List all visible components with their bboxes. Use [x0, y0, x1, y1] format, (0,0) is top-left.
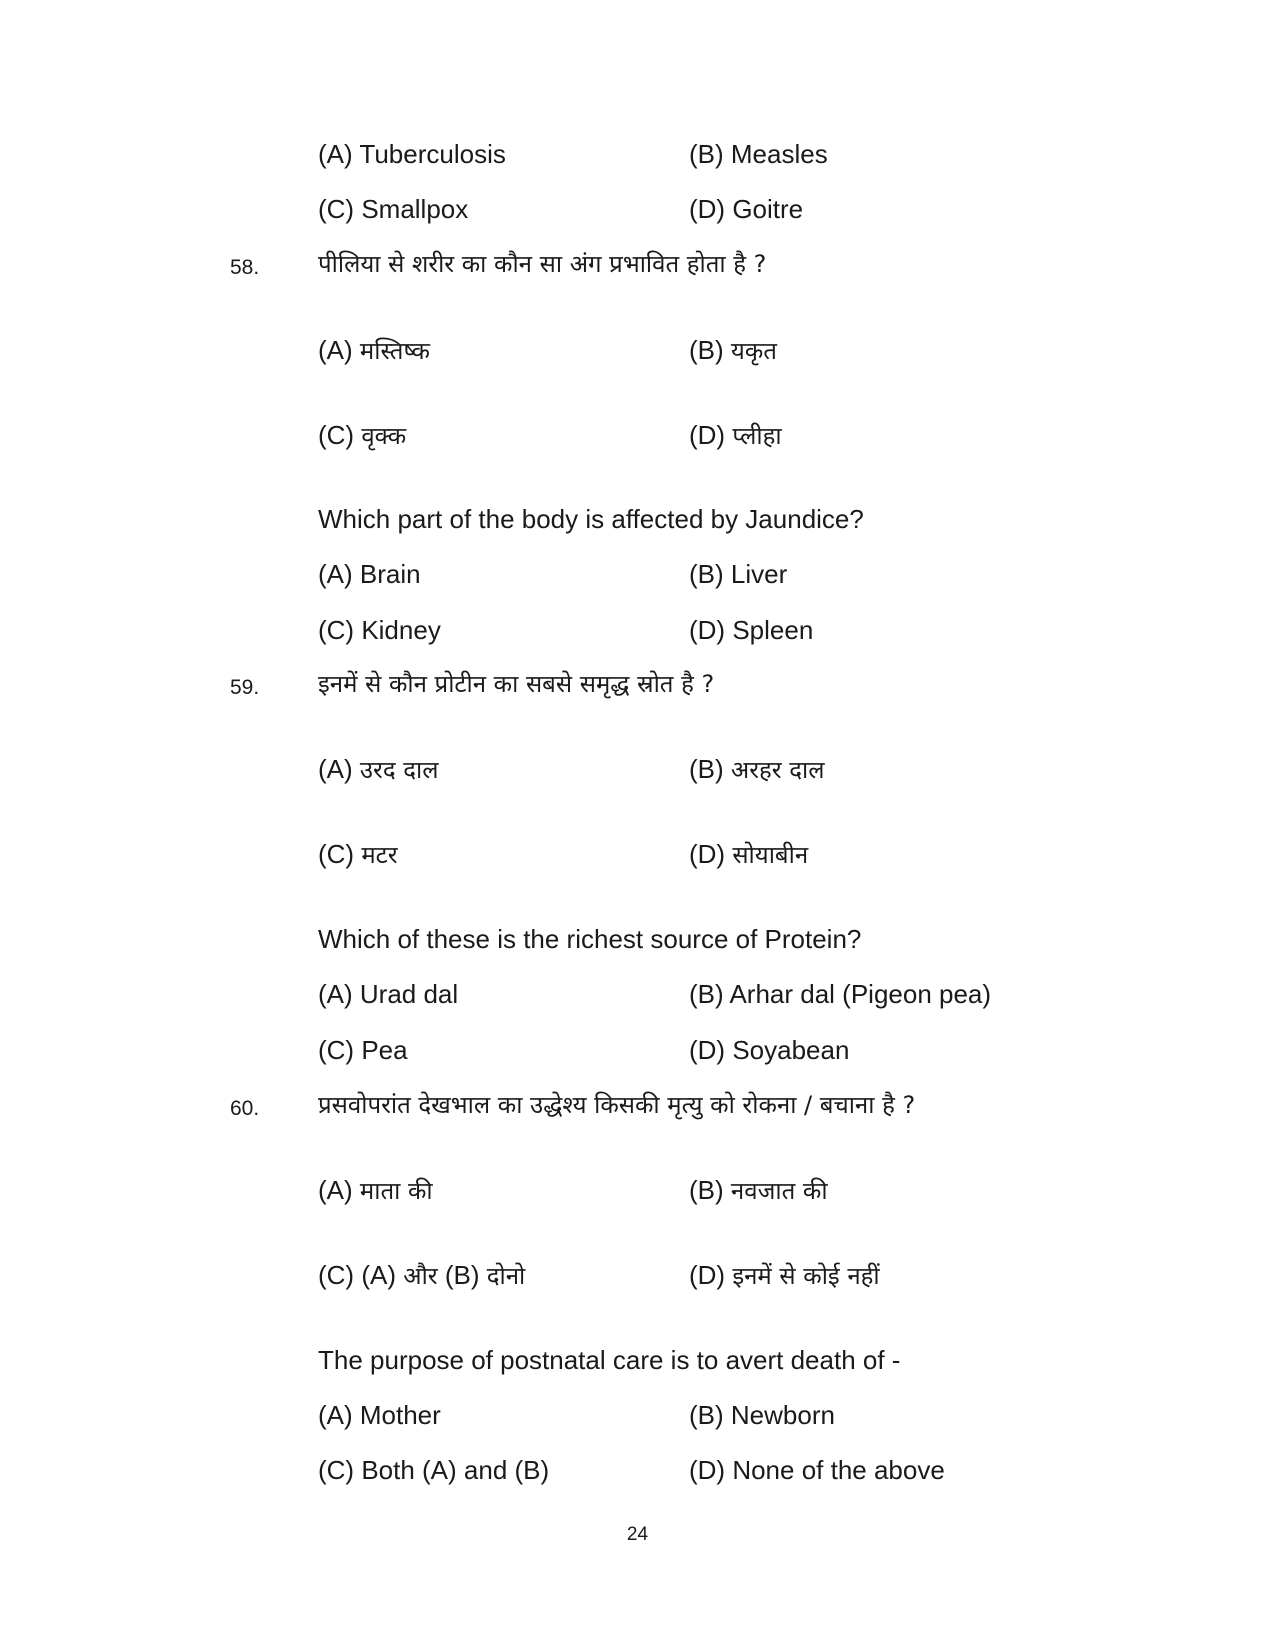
q59-english-options-row-1	[0, 974, 1275, 1014]
q59-hindi-options-row-1	[0, 749, 1275, 789]
q57-option-b: (B) Measles	[689, 139, 828, 169]
q60-english-question	[0, 1340, 1275, 1380]
q59-english-question	[0, 919, 1275, 959]
q57-option-d: (D) Goitre	[689, 194, 804, 224]
q60-english-options-row-1	[0, 1395, 1275, 1435]
q58-english-option-d: (D) Spleen	[689, 615, 814, 645]
q60-hindi-options-row-1	[0, 1170, 1275, 1210]
q59-hindi-option-b: (B) अरहर दाल	[689, 754, 825, 784]
q60-english-option-c: (C) Both (A) and (B)	[318, 1455, 550, 1485]
q60-hindi-option-c: (C) (A) और (B) दोनो	[318, 1260, 526, 1290]
question-text-english: Which of these is the richest source of Protein?	[318, 924, 862, 954]
question-text-english: Which part of the body is affected by Jaundice?	[318, 504, 864, 534]
page-number: 24	[626, 1524, 649, 1545]
q58-hindi-options-row-2	[0, 415, 1275, 455]
q59-hindi-question	[0, 664, 1275, 704]
q59-english-option-a: (A) Urad dal	[318, 979, 459, 1009]
question-number: 60.	[230, 1097, 260, 1120]
q60-hindi-option-b: (B) नवजात की	[689, 1175, 828, 1205]
q59-hindi-option-c: (C) मटर	[318, 839, 398, 869]
q58-english-option-b: (B) Liver	[689, 559, 788, 589]
q59-hindi-options-row-2	[0, 834, 1275, 874]
q58-english-options-row-1	[0, 554, 1275, 594]
question-text-english: The purpose of postnatal care is to avert death of -	[318, 1345, 901, 1375]
q59-english-option-b: (B) Arhar dal (Pigeon pea)	[689, 979, 992, 1009]
q58-hindi-option-d: (D) प्लीहा	[689, 420, 782, 450]
q60-english-option-d: (D) None of the above	[689, 1455, 945, 1485]
q57-option-a: (A) Tuberculosis	[318, 139, 506, 169]
q58-english-option-c: (C) Kidney	[318, 615, 441, 645]
q60-english-option-a: (A) Mother	[318, 1400, 441, 1430]
question-number: 59.	[230, 676, 260, 699]
q58-english-option-a: (A) Brain	[318, 559, 421, 589]
q58-english-options-row-2	[0, 610, 1275, 650]
q59-english-option-d: (D) Soyabean	[689, 1035, 850, 1065]
q57-options-row-1	[0, 134, 1275, 174]
q60-english-options-row-2	[0, 1450, 1275, 1490]
q58-hindi-option-c: (C) वृक्क	[318, 420, 407, 450]
q60-hindi-option-a: (A) माता की	[318, 1175, 433, 1205]
q58-hindi-options-row-1	[0, 330, 1275, 370]
question-text-hindi: पीलिया से शरीर का कौन सा अंग प्रभावित होता है ?	[318, 250, 767, 278]
q60-hindi-options-row-2	[0, 1255, 1275, 1295]
question-text-hindi: इनमें से कौन प्रोटीन का सबसे समृद्ध स्रोत है ?	[318, 670, 715, 698]
question-text-hindi: प्रसवोपरांत देखभाल का उद्धेश्य किसकी मृत्यु को रोकना / बचाना है ?	[318, 1091, 916, 1119]
q57-options-row-2	[0, 189, 1275, 229]
q60-english-option-b: (B) Newborn	[689, 1400, 835, 1430]
q58-hindi-question	[0, 244, 1275, 284]
q58-hindi-option-a: (A) मस्तिष्क	[318, 335, 430, 365]
q60-hindi-question	[0, 1085, 1275, 1125]
q58-english-question	[0, 499, 1275, 539]
q60-hindi-option-d: (D) इनमें से कोई नहीं	[689, 1260, 880, 1290]
q57-option-c: (C) Smallpox	[318, 194, 469, 224]
question-number: 58.	[230, 256, 260, 279]
q59-english-options-row-2	[0, 1030, 1275, 1070]
q59-hindi-option-a: (A) उरद दाल	[318, 754, 439, 784]
q59-hindi-option-d: (D) सोयाबीन	[689, 839, 809, 869]
q58-hindi-option-b: (B) यकृत	[689, 335, 777, 365]
q59-english-option-c: (C) Pea	[318, 1035, 408, 1065]
